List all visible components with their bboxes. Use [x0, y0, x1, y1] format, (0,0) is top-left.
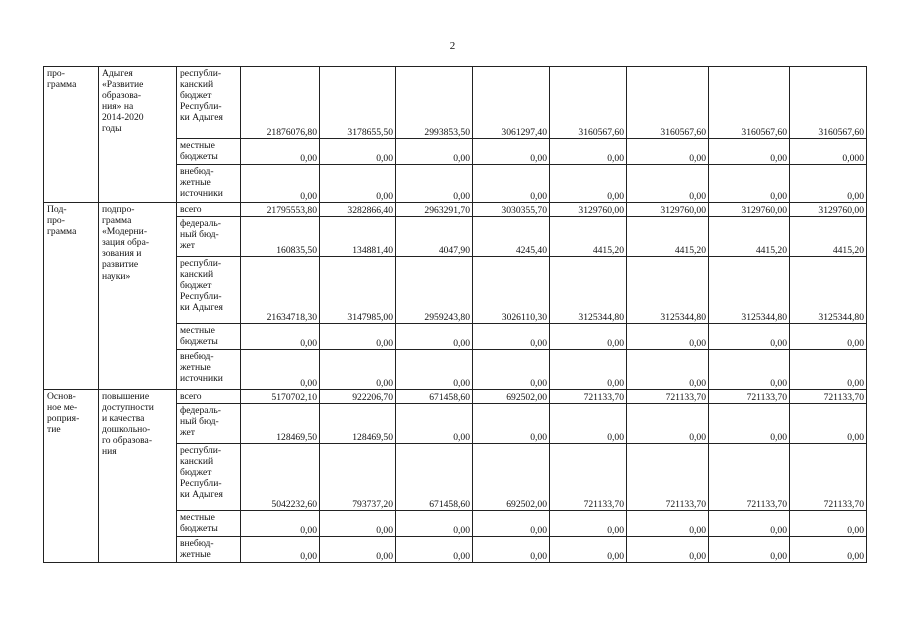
row-type-cell: про- грамма	[44, 67, 99, 203]
funding-source-cell: всего	[177, 390, 241, 404]
amount-cell: 128469,50	[241, 404, 320, 444]
amount-cell: 160835,50	[241, 217, 320, 257]
amount-cell: 0,00	[627, 350, 709, 390]
amount-cell: 0,00	[550, 324, 627, 350]
amount-cell: 3160567,60	[627, 67, 709, 139]
funding-source-cell: республи- канский бюджет Республи- ки Адыгея	[177, 444, 241, 511]
amount-cell: 721133,70	[709, 444, 790, 511]
amount-cell: 0,00	[396, 537, 473, 563]
table-row	[44, 67, 867, 139]
amount-cell: 4415,20	[550, 217, 627, 257]
funding-source-cell: федераль- ный бюд- жет	[177, 404, 241, 444]
amount-cell: 3129760,00	[709, 203, 790, 217]
budget-table	[43, 66, 867, 563]
funding-source-cell: всего	[177, 203, 241, 217]
amount-cell: 4415,20	[790, 217, 867, 257]
amount-cell: 21634718,30	[241, 257, 320, 324]
amount-cell: 5170702,10	[241, 390, 320, 404]
amount-cell: 0,00	[241, 324, 320, 350]
amount-cell: 0,00	[396, 350, 473, 390]
amount-cell: 0,00	[396, 165, 473, 203]
amount-cell: 692502,00	[473, 390, 550, 404]
amount-cell: 0,00	[241, 511, 320, 537]
amount-cell: 0,00	[241, 537, 320, 563]
amount-cell: 692502,00	[473, 444, 550, 511]
amount-cell: 3030355,70	[473, 203, 550, 217]
amount-cell: 3178655,50	[320, 67, 396, 139]
amount-cell: 0,00	[396, 139, 473, 165]
amount-cell: 21795553,80	[241, 203, 320, 217]
amount-cell: 3160567,60	[790, 67, 867, 139]
amount-cell: 4245,40	[473, 217, 550, 257]
funding-source-cell: республи- канский бюджет Республи- ки Адыгея	[177, 67, 241, 139]
funding-source-cell: местные бюджеты	[177, 324, 241, 350]
amount-cell: 0,00	[627, 165, 709, 203]
amount-cell: 0,00	[709, 511, 790, 537]
amount-cell: 793737,20	[320, 444, 396, 511]
amount-cell: 0,00	[550, 139, 627, 165]
amount-cell: 2963291,70	[396, 203, 473, 217]
amount-cell: 21876076,80	[241, 67, 320, 139]
amount-cell: 0,00	[320, 511, 396, 537]
program-name-cell: подпро- грамма «Модерни- зация обра- зования и развитие науки»	[99, 203, 177, 390]
amount-cell: 4415,20	[627, 217, 709, 257]
amount-cell: 3026110,30	[473, 257, 550, 324]
amount-cell: 0,00	[790, 324, 867, 350]
amount-cell: 0,00	[550, 404, 627, 444]
funding-source-cell: внебюд- жетные	[177, 537, 241, 563]
amount-cell: 0,00	[709, 324, 790, 350]
amount-cell: 0,00	[473, 324, 550, 350]
funding-source-cell: федераль- ный бюд- жет	[177, 217, 241, 257]
amount-cell: 3061297,40	[473, 67, 550, 139]
amount-cell: 0,00	[627, 511, 709, 537]
amount-cell: 0,00	[396, 511, 473, 537]
amount-cell: 0,00	[709, 165, 790, 203]
amount-cell: 0,00	[550, 165, 627, 203]
amount-cell: 671458,60	[396, 390, 473, 404]
amount-cell: 0,00	[790, 404, 867, 444]
amount-cell: 922206,70	[320, 390, 396, 404]
funding-source-cell: местные бюджеты	[177, 139, 241, 165]
funding-source-cell: местные бюджеты	[177, 511, 241, 537]
amount-cell: 671458,60	[396, 444, 473, 511]
amount-cell: 721133,70	[790, 390, 867, 404]
amount-cell: 0,00	[790, 537, 867, 563]
amount-cell: 0,00	[790, 511, 867, 537]
amount-cell: 721133,70	[627, 444, 709, 511]
amount-cell: 3160567,60	[709, 67, 790, 139]
amount-cell: 0,00	[241, 165, 320, 203]
amount-cell: 5042232,60	[241, 444, 320, 511]
funding-source-cell: республи- канский бюджет Республи- ки Адыгея	[177, 257, 241, 324]
amount-cell: 3129760,00	[790, 203, 867, 217]
amount-cell: 0,00	[320, 350, 396, 390]
amount-cell: 0,00	[790, 350, 867, 390]
row-type-cell: Под- про- грамма	[44, 203, 99, 390]
amount-cell: 0,00	[473, 139, 550, 165]
amount-cell: 0,00	[709, 537, 790, 563]
amount-cell: 3147985,00	[320, 257, 396, 324]
amount-cell: 721133,70	[627, 390, 709, 404]
amount-cell: 0,00	[709, 139, 790, 165]
page-number: 2	[449, 40, 456, 52]
row-type-cell: Основ- ное ме- роприя- тие	[44, 390, 99, 563]
amount-cell: 3125344,80	[790, 257, 867, 324]
amount-cell: 0,00	[241, 139, 320, 165]
table-row	[44, 390, 867, 404]
program-name-cell: повышение доступности и качества дошкольно- го образова- ния	[99, 390, 177, 563]
amount-cell: 0,00	[550, 511, 627, 537]
amount-cell: 721133,70	[550, 444, 627, 511]
amount-cell: 0,00	[396, 324, 473, 350]
amount-cell: 2959243,80	[396, 257, 473, 324]
amount-cell: 0,00	[550, 537, 627, 563]
amount-cell: 0,00	[473, 537, 550, 563]
amount-cell: 3282866,40	[320, 203, 396, 217]
amount-cell: 0,00	[473, 511, 550, 537]
amount-cell: 134881,40	[320, 217, 396, 257]
amount-cell: 0,00	[473, 350, 550, 390]
amount-cell: 721133,70	[790, 444, 867, 511]
funding-source-cell: внебюд- жетные источники	[177, 165, 241, 203]
amount-cell: 0,00	[320, 324, 396, 350]
amount-cell: 0,00	[320, 537, 396, 563]
program-name-cell: Адыгея «Развитие образова- ния» на 2014-2020 годы	[99, 67, 177, 203]
amount-cell: 0,000	[790, 139, 867, 165]
amount-cell: 0,00	[320, 165, 396, 203]
amount-cell: 0,00	[790, 165, 867, 203]
amount-cell: 4415,20	[709, 217, 790, 257]
table-row	[44, 203, 867, 217]
amount-cell: 0,00	[627, 324, 709, 350]
amount-cell: 3160567,60	[550, 67, 627, 139]
amount-cell: 721133,70	[550, 390, 627, 404]
amount-cell: 0,00	[627, 537, 709, 563]
amount-cell: 128469,50	[320, 404, 396, 444]
amount-cell: 3125344,80	[627, 257, 709, 324]
amount-cell: 721133,70	[709, 390, 790, 404]
amount-cell: 3129760,00	[627, 203, 709, 217]
amount-cell: 0,00	[550, 350, 627, 390]
amount-cell: 0,00	[627, 139, 709, 165]
amount-cell: 0,00	[627, 404, 709, 444]
amount-cell: 0,00	[320, 139, 396, 165]
amount-cell: 0,00	[473, 165, 550, 203]
amount-cell: 4047,90	[396, 217, 473, 257]
amount-cell: 0,00	[396, 404, 473, 444]
funding-source-cell: внебюд- жетные источники	[177, 350, 241, 390]
amount-cell: 3129760,00	[550, 203, 627, 217]
amount-cell: 3125344,80	[709, 257, 790, 324]
amount-cell: 0,00	[709, 350, 790, 390]
amount-cell: 0,00	[241, 350, 320, 390]
amount-cell: 3125344,80	[550, 257, 627, 324]
amount-cell: 0,00	[473, 404, 550, 444]
amount-cell: 2993853,50	[396, 67, 473, 139]
amount-cell: 0,00	[709, 404, 790, 444]
